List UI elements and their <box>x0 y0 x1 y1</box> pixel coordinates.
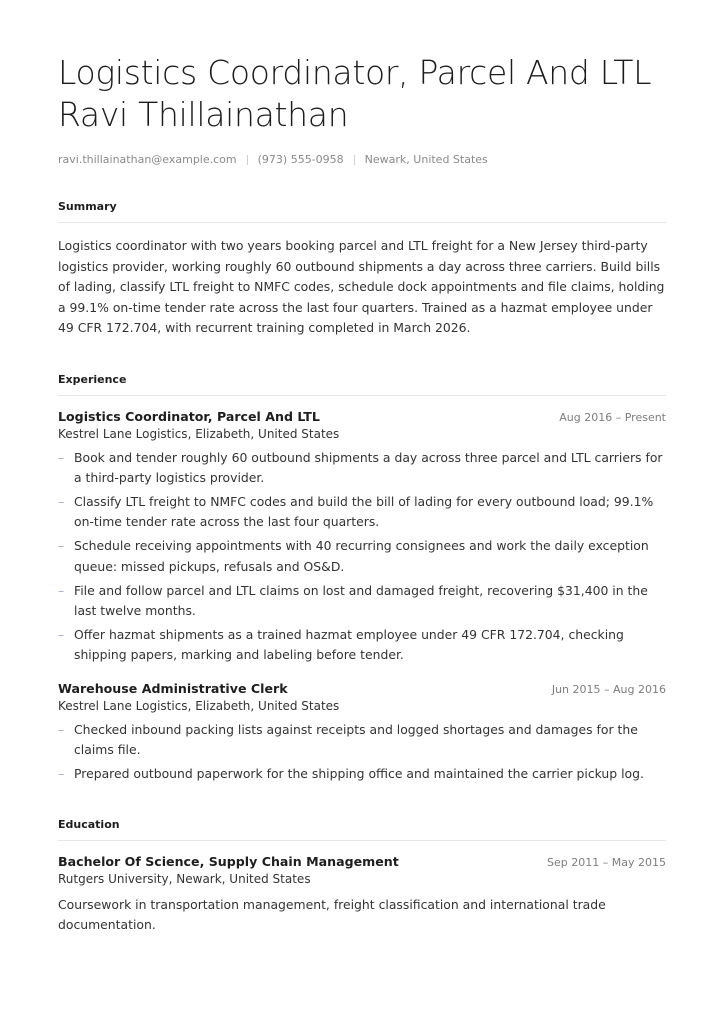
job-bullet-list <box>58 720 666 785</box>
job-bullet-text: Prepared outbound paperwork for the shipping office and maintained the carrier pickup log. <box>74 765 644 781</box>
job-bullet-text: Book and tender roughly 60 outbound shipments a day across three parcel and LTL carriers for a third-party logistics provider. <box>74 449 663 485</box>
job-header <box>58 409 666 424</box>
school-name: Rutgers University, Newark, United States <box>58 872 311 887</box>
dash-icon: – <box>58 765 65 781</box>
dash-icon: – <box>58 493 65 509</box>
contact-divider <box>354 155 355 165</box>
dash-icon: – <box>58 721 65 737</box>
contact-location: Newark, United States <box>364 153 488 166</box>
job-bullet-text: Schedule receiving appointments with 40 recurring consignees and work the daily exception queue: missed pickups, refusals and OS&D. <box>74 538 649 574</box>
job-bullet-text: Checked inbound packing lists against receipts and logged shortages and damages for the claims file. <box>74 721 638 757</box>
education-dates: Sep 2011 – May 2015 <box>547 856 666 870</box>
job-dates: Jun 2015 – Aug 2016 <box>551 682 666 696</box>
dash-icon: – <box>58 538 65 554</box>
job-bullet <box>58 448 666 488</box>
education-entry <box>58 854 666 935</box>
job-header <box>58 681 666 696</box>
section-heading-summary: Summary <box>58 200 666 223</box>
job-bullet <box>58 720 666 760</box>
job-title: Warehouse Administrative Clerk <box>58 680 288 696</box>
contact-email: ravi.thillainathan@example.com <box>58 153 237 166</box>
dash-icon: – <box>58 449 65 465</box>
job-entry <box>58 409 666 666</box>
job-entry <box>58 681 666 785</box>
contact-divider <box>247 155 248 165</box>
job-bullet <box>58 581 666 621</box>
job-bullet <box>58 625 666 665</box>
job-organization: Kestrel Lane Logistics, Elizabeth, United States <box>58 698 340 713</box>
contact-line <box>58 153 666 166</box>
job-organization: Kestrel Lane Logistics, Elizabeth, United States <box>58 426 340 441</box>
dash-icon: – <box>58 627 65 643</box>
contact-phone: (973) 555-0958 <box>257 153 344 166</box>
section-heading-experience: Experience <box>58 373 666 396</box>
education-description: Coursework in transportation management, freight classification and international trade documentation. <box>58 897 606 933</box>
job-bullet-text: Classify LTL freight to NMFC codes and build the bill of lading for every outbound load; 99.1% on-time tender rate across the last four quarters. <box>74 493 654 530</box>
job-bullet <box>58 764 666 784</box>
job-title: Logistics Coordinator, Parcel And LTL <box>58 408 320 424</box>
summary-text: Logistics coordinator with two years booking parcel and LTL freight for a New Jersey third-party logistics provider, working roughly 60 outbound shipments a day across three carriers. Build bills of lading, classify LTL freight to NMFC codes, schedule dock appointments and file claims, holding a 99.1% on-time tender rate across the last four quarters. Trained as a hazmat employee under 49 CFR 172.704, with recurrent training completed in March 2026. <box>58 238 665 335</box>
job-bullet <box>58 536 666 576</box>
job-bullet-list <box>58 448 666 666</box>
dash-icon: – <box>58 582 65 598</box>
resume-name-title: Logistics Coordinator, Parcel And LTL Ravi Thillainathan <box>58 53 652 134</box>
job-bullet <box>58 492 666 532</box>
section-heading-education: Education <box>58 818 666 841</box>
job-bullet-text: Offer hazmat shipments as a trained hazmat employee under 49 CFR 172.704, checking shipping papers, marking and labeling before tender. <box>74 627 624 663</box>
degree-title: Bachelor Of Science, Supply Chain Management <box>58 854 399 870</box>
job-dates: Aug 2016 – Present <box>559 410 666 424</box>
education-header <box>58 854 666 869</box>
job-bullet-text: File and follow parcel and LTL claims on lost and damaged freight, recovering $31,400 in the last twelve months. <box>74 582 648 618</box>
